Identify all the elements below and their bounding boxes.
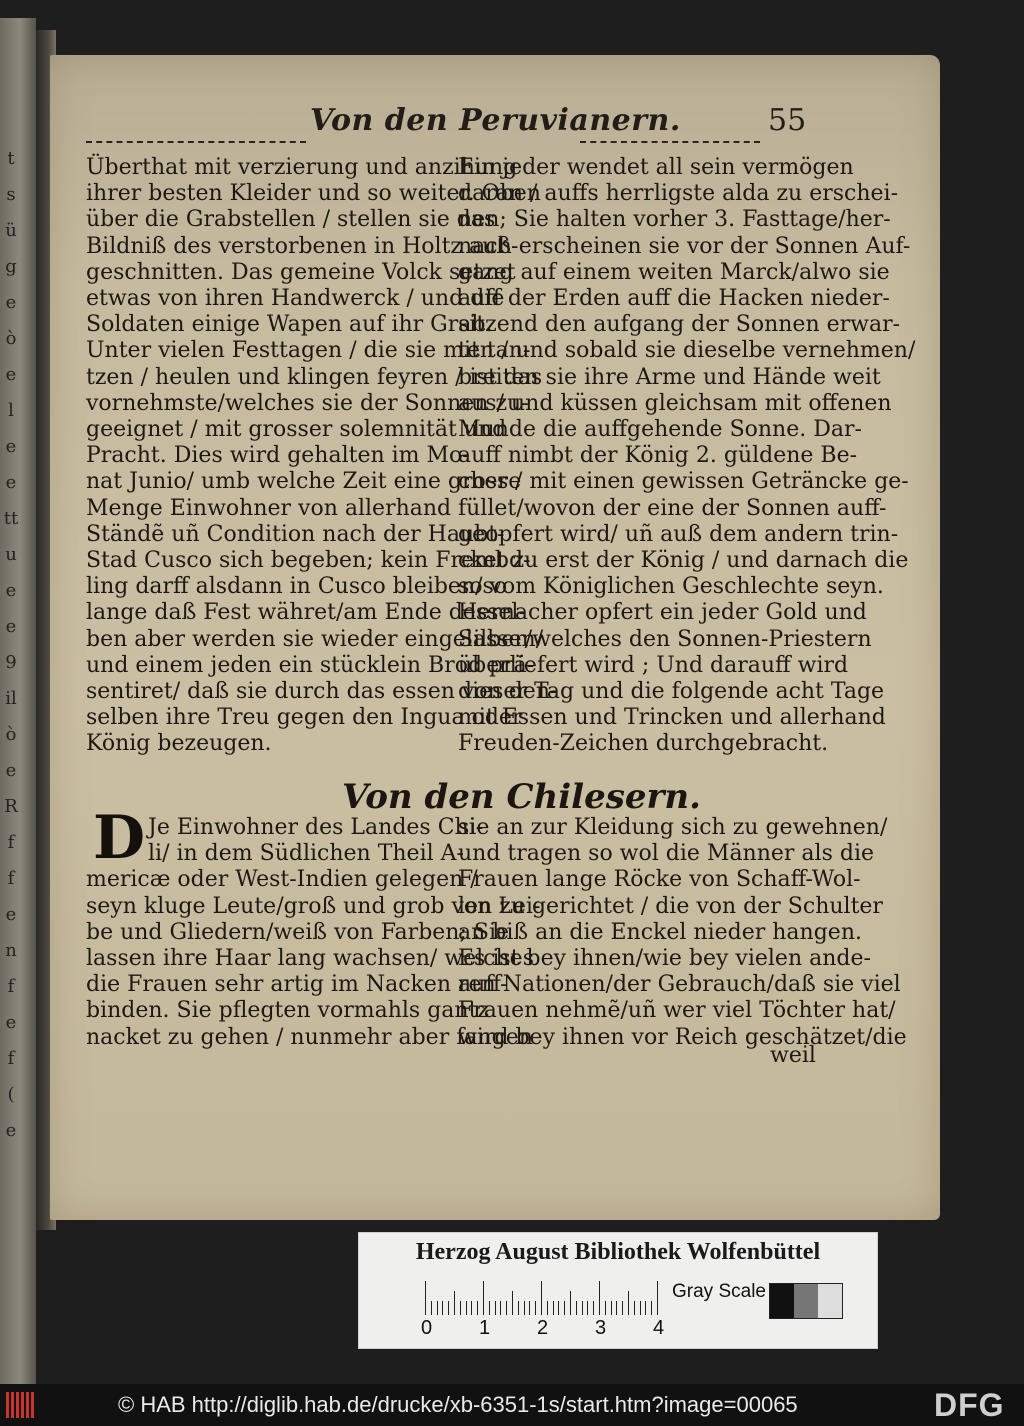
text-line: Frauen nehmẽ/uñ wer viel Töchter hat/ [458,998,896,1024]
adjacent-page-fragment: e [5,1012,17,1033]
ruler-tick [448,1301,449,1315]
adjacent-page-fragment: t [7,148,15,169]
text-line: König bezeugen. [86,731,272,757]
text-line: füllet/wovon der eine der Sonnen auff- [458,495,887,521]
adjacent-page-fragment: n [5,940,17,961]
ruler-tick [651,1301,652,1315]
text-line: und tragen so wol die Männer als die [458,841,875,867]
right-column-bottom [458,815,907,1051]
text-line: Je Einwohner des Landes Chi- [148,815,484,840]
ruler-number: 4 [653,1317,665,1339]
ruler-number: 1 [479,1317,491,1339]
ruler-tick [477,1301,478,1315]
text-line: Menge Einwohner von allerhand [86,495,452,521]
ruler-tick [489,1301,490,1315]
ruler-tick [628,1291,629,1315]
text-line: geeignet / mit grosser solemnität und [86,417,507,443]
text-line: Unter vielen Festtagen / die sie mit tan- [86,338,531,364]
ruler-tick [576,1301,577,1315]
ruler-tick [483,1281,484,1315]
running-title: Von den Peruvianern. [310,103,681,138]
ruler-tick [553,1301,554,1315]
footer-bar [0,1384,1024,1426]
left-column-top [86,155,558,758]
hab-logo-icon [6,1392,34,1418]
text-line: be und Gliedern/weiß von Farben; Sie [86,919,509,945]
ruler-tick [593,1301,594,1315]
ruler-tick [599,1281,600,1315]
adjacent-page-fragment: u [5,544,17,565]
ruler-tick [437,1301,438,1315]
text-line: die Frauen sehr artig im Nacken auff- [86,972,508,998]
text-line: gang auf einem weiten Marck/alwo sie [458,259,890,285]
text-line: seyn kluge Leute/groß und grob von Lei- [86,893,541,919]
left-column-bottom [86,815,541,1051]
adjacent-page-fragment: ü [5,220,17,241]
text-line: ihrer besten Kleider und so weiter. Oben [86,181,541,207]
ruler-tick [442,1301,443,1315]
adjacent-page-fragment: ( [7,1084,15,1105]
section-heading: Von den Chilesern. [342,777,701,817]
adjacent-page-fragment: e [5,364,17,385]
adjacent-page-fragment: e [5,436,17,457]
text-line: sentiret/ daß sie durch das essen von den- [86,679,558,705]
text-line: Hernacher opfert ein jeder Gold und [458,600,867,626]
text-line: auff der Erden auff die Hacken nieder- [458,286,890,312]
gray-swatch-cell [818,1284,842,1318]
ruler-tick [547,1301,548,1315]
text-line: dieser Tag und die folgende acht Tage [458,679,885,705]
text-line: lange daß Fest währet/am Ende dessel- [86,600,526,626]
copyright-url[interactable]: © HAB http://diglib.hab.de/drucke/xb-6351-1s/start.htm?image=00065 [118,1392,798,1417]
ruler-tick [558,1301,559,1315]
text-line: Ein jeder wendet all sein vermögen [458,155,854,180]
adjacent-page-strip [0,18,36,1388]
ruler-number: 0 [421,1317,433,1339]
text-line: Bildniß des verstorbenen in Holtz auß- [86,233,519,259]
text-line: mericæ oder West-Indien gelegen / [86,867,478,893]
adjacent-page-fragment: e [5,760,17,781]
text-line: Stad Cusco sich begeben; kein Frembd- [86,548,531,574]
adjacent-page-fragment: ò [5,724,17,745]
text-line: li/ in dem Südlichen Theil A- [148,841,464,867]
ruler-tick [506,1301,507,1315]
text-line: Ständẽ uñ Condition nach der Haubt- [86,521,505,547]
ruler-tick [518,1301,519,1315]
adjacent-page-fragment: e [5,580,17,601]
text-line: ten / und sobald sie dieselbe vernehmen/ [458,338,916,364]
adjacent-page-fragment: ò [5,328,17,349]
text-line: ling darff alsdann in Cusco bleiben/so [86,574,508,600]
text-line: an biß an die Enckel nieder hangen. [458,919,862,945]
text-line: Es ist bey ihnen/wie bey vielen ande- [458,946,871,972]
text-line: cket zu erst der König / und darnach die [458,548,909,574]
text-line: wird bey ihnen vor Reich geschätzet/die [458,1024,907,1050]
text-line: selben ihre Treu gegen den Ingua oder [86,705,523,731]
library-name: Herzog August Bibliothek Wolfenbüttel [415,1239,821,1265]
catchword: weil [770,1043,816,1068]
ruler-tick [605,1301,606,1315]
text-line: len zu gerichtet / die von der Schulter [458,893,883,919]
gray-scale-label: Gray Scale [672,1281,766,1302]
ruler-tick [471,1301,472,1315]
adjacent-page-fragment: f [7,1048,15,1069]
text-line: Überthat mit verzierung und anzihung [86,155,518,180]
ruler-tick [454,1291,455,1315]
adjacent-page-fragment: f [7,976,15,997]
text-line: Munde die auffgehende Sonne. Dar- [458,417,862,443]
text-line: ren Nationen/der Gebrauch/daß sie viel [458,972,901,998]
ruler-number: 2 [537,1317,549,1339]
text-line: lassen ihre Haar lang wachsen/ welches [86,946,534,972]
adjacent-page-fragment: e [5,292,17,313]
ruler-tick [535,1301,536,1315]
text-line: vornehmste/welches sie der Sonnen zu- [86,390,529,416]
adjacent-page-fragment: e [5,1120,17,1141]
ruler-tick [587,1301,588,1315]
ruler-tick [657,1281,658,1315]
adjacent-page-fragment: e [5,904,17,925]
text-line: Frauen lange Röcke von Schaff-Wol- [458,867,861,893]
drop-cap: D [92,803,146,873]
adjacent-page-fragment: g [5,256,17,277]
adjacent-page-fragment: e [5,616,17,637]
gray-swatch-cell [770,1284,794,1318]
ruler-tick [495,1301,496,1315]
ruler-tick [645,1301,646,1315]
text-line: binden. Sie pflegten vormahls gantz [86,998,490,1024]
adjacent-page-fragment: f [7,832,15,853]
text-line: so vom Königlichen Geschlechte seyn. [458,574,884,600]
text-line: geopfert wird/ uñ auß dem andern trin- [458,521,899,547]
text-line: nen; Sie halten vorher 3. Fasttage/her- [458,207,891,233]
adjacent-page-fragment: f [7,868,15,889]
text-line: breiten sie ihre Arme und Hände weit [458,364,881,390]
ruler-tick [425,1281,426,1315]
measurement-ruler [425,1281,661,1315]
right-column-top [458,155,916,758]
text-line: nat Junio/ umb welche Zeit eine grosse [86,469,522,495]
text-line: etwas von ihren Handwerck / und die [86,286,505,312]
ruler-tick [564,1301,565,1315]
book-page [50,55,940,1220]
ruler-tick [431,1301,432,1315]
gray-swatch-cell [794,1284,818,1318]
ruler-tick [622,1301,623,1315]
adjacent-page-fragment: e [5,472,17,493]
adjacent-page-fragment: s [6,184,16,205]
ruler-tick [460,1301,461,1315]
adjacent-page-fragment: tt [3,508,19,529]
text-line: Soldaten einige Wapen auf ihr Grab. [86,312,493,338]
adjacent-page-text-fragments [0,148,22,1144]
text-line: Pracht. Dies wird gehalten im Mo- [86,443,470,469]
text-line: über die Grabstellen / stellen sie das [86,207,496,233]
text-line: nach erscheinen sie vor der Sonnen Auf- [458,233,911,259]
text-line: daran / auffs herrligste alda zu erschei- [458,181,899,207]
ruler-tick [570,1291,571,1315]
ruler-tick [529,1301,530,1315]
text-line: mit Essen und Trincken und allerhand [458,705,886,731]
header-rule-left [86,141,306,143]
adjacent-page-fragment: il [5,688,17,709]
ruler-tick [616,1301,617,1315]
ruler-number: 3 [595,1317,607,1339]
gray-scale-swatch [769,1283,843,1319]
ruler-tick [466,1301,467,1315]
ruler-tick [582,1301,583,1315]
ruler-tick [541,1281,542,1315]
ruler-tick [500,1301,501,1315]
text-line: und einem jeden ein stücklein Brod prä- [86,652,535,678]
text-line: cher / mit einen gewissen Geträncke ge- [458,469,909,495]
ruler-tick [524,1301,525,1315]
text-line: sitzend den aufgang der Sonnen erwar- [458,312,901,338]
ruler-tick [634,1301,635,1315]
header-rule-right [580,141,760,143]
text-line: geschnitten. Das gemeine Volck setzet [86,259,516,285]
text-line: ben aber werden sie wieder eingelassen/ [86,626,544,652]
adjacent-page-fragment: R [4,796,18,817]
text-line: tzen / heulen und klingen feyren / ist das [86,364,543,390]
dfg-logo: DFG [934,1387,1005,1423]
text-line: aus/ und küssen gleichsam mit offenen [458,390,892,416]
page-number: 55 [768,103,807,138]
ruler-tick [640,1301,641,1315]
text-line: Freuden-Zeichen durchgebracht. [458,731,829,757]
ruler-tick [611,1301,612,1315]
adjacent-page-fragment: 9 [5,652,17,673]
text-line: nacket zu gehen / nunmehr aber fangen [86,1024,533,1050]
text-line: Silber/welches den Sonnen-Priestern [458,626,872,652]
library-color-scale-stamp [358,1232,878,1349]
text-line: auff nimbt der König 2. güldene Be- [458,443,858,469]
text-line: überliefert wird ; Und darauff wird [458,652,849,678]
text-line: sie an zur Kleidung sich zu gewehnen/ [458,815,888,840]
adjacent-page-fragment: l [8,400,14,421]
ruler-tick [512,1291,513,1315]
